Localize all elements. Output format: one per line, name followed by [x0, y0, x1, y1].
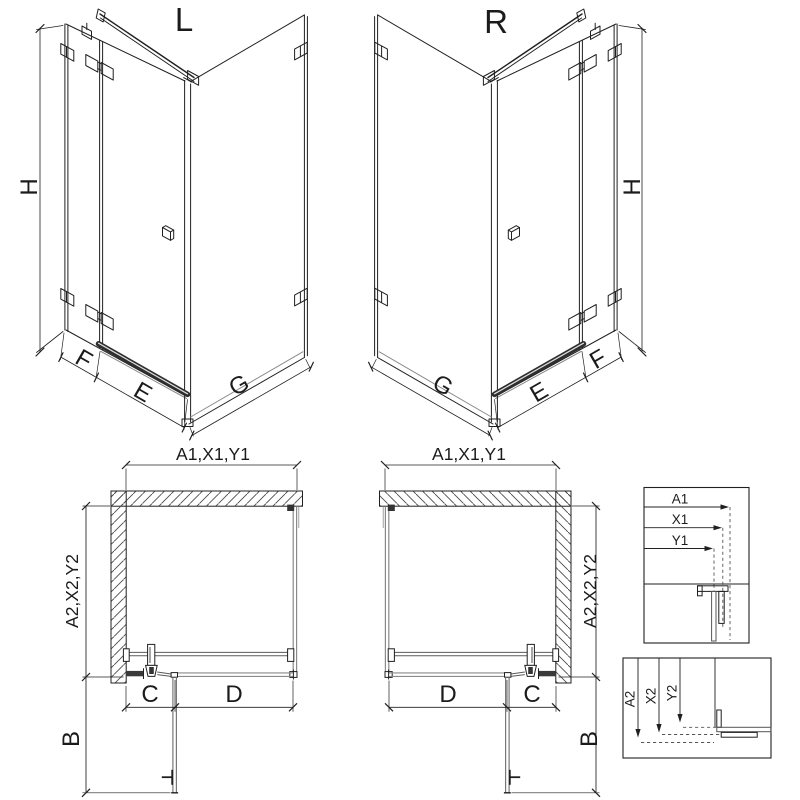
plan-left-depth-label: A2,X2,Y2 [62, 554, 82, 628]
depth-detail-a2-label: A2 [622, 690, 638, 708]
plan-right-drawing [380, 461, 601, 797]
plan-left-b-label: B [58, 730, 85, 748]
iso-right-side-label: G [427, 369, 458, 402]
plan-right-depth-label: A2,X2,Y2 [580, 554, 600, 628]
width-detail-a1-label: A1 [671, 491, 689, 507]
iso-right-height-label: H [619, 178, 646, 196]
depth-detail-y2-label: Y2 [664, 684, 680, 702]
iso-right-fixed-label: F [585, 344, 612, 375]
iso-left-fixed-label: F [70, 344, 97, 375]
depth-detail-box [623, 658, 771, 758]
plan-left-drawing [82, 461, 303, 797]
plan-right-width-label: A1,X1,Y1 [432, 444, 506, 464]
plan-right-d-label: D [439, 681, 457, 708]
iso-right-door-label: E [525, 376, 553, 409]
plan-right-c-label: C [523, 681, 541, 708]
plan-right-b-label: B [576, 730, 603, 748]
iso-left-door-label: E [129, 376, 157, 409]
iso-left-side-label: G [224, 369, 255, 402]
iso-right-title: R [484, 3, 508, 40]
iso-left-drawing [36, 9, 313, 440]
iso-left-title: L [174, 1, 194, 38]
width-detail-x1-label: X1 [671, 512, 689, 528]
width-detail-box [644, 488, 749, 644]
plan-left-c-label: C [141, 681, 159, 708]
plan-left-d-label: D [225, 681, 243, 708]
width-detail-y1-label: Y1 [671, 533, 689, 548]
depth-detail-x2-label: X2 [643, 687, 659, 705]
iso-right-drawing [369, 9, 646, 440]
plan-left-width-label: A1,X1,Y1 [176, 444, 250, 464]
iso-left-height-label: H [16, 178, 43, 196]
